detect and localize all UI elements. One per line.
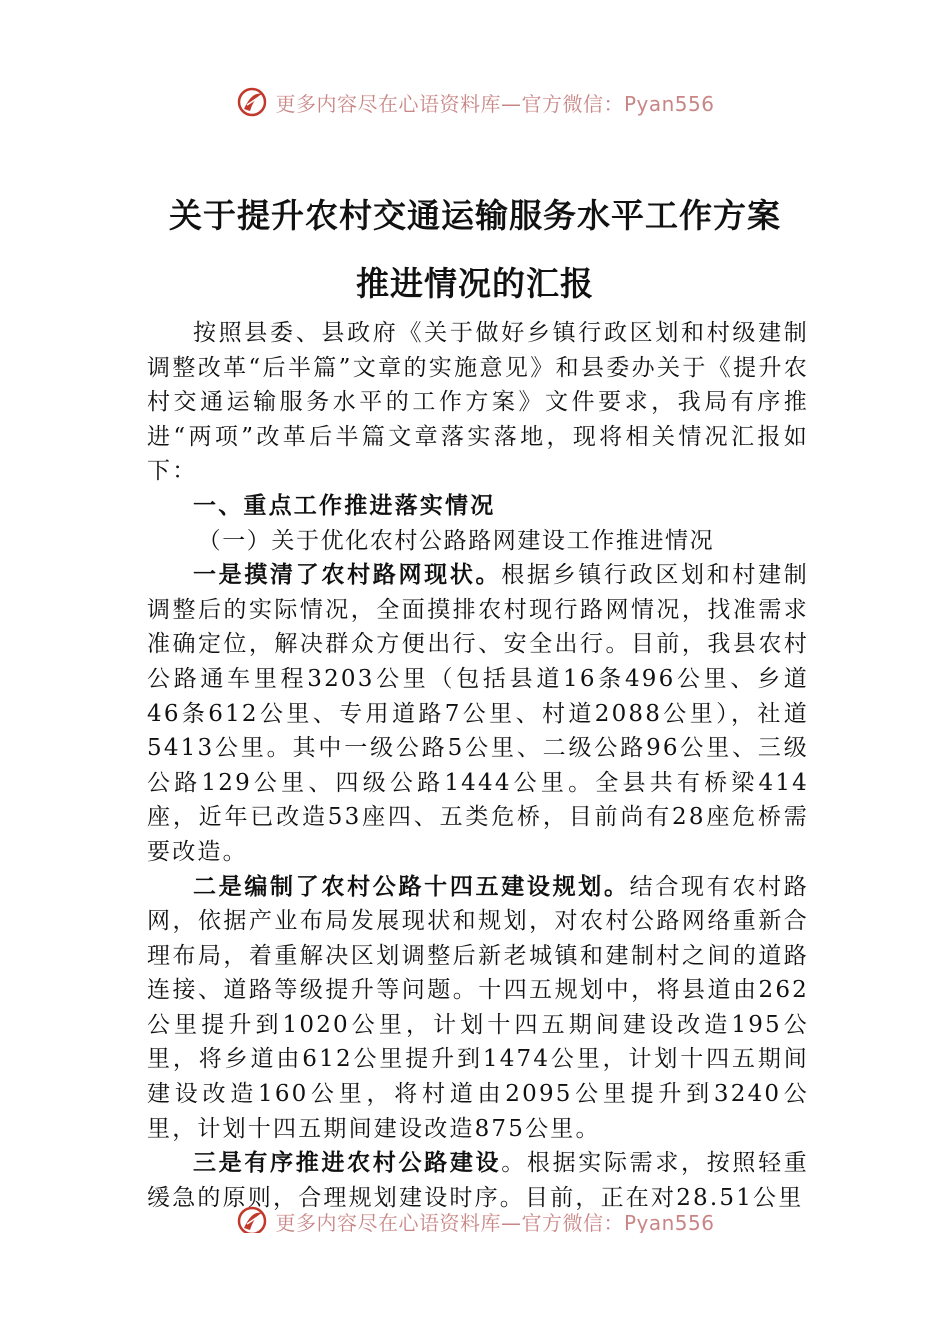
document-title-line2: 推进情况的汇报 [356,264,594,303]
brand-logo-icon [235,85,269,119]
paragraph-1-text: 根据乡镇行政区划和村建制调整后的实际情况，全面摸排农村现行路网情况，找准需求准确定位，解决群众方便出行、安全出行。目前，我县农村公路通车里程3203公里（包括县道16条496公里、乡道46条612公里、专用道路7公里、村道2088公里），社道5413公里。其中一级公路5公里、二级公路96公里、三级公路129公里、四级公路1444公里。全县共有桥梁414座，近年已改造53座四、五类危桥，目前尚有28座危桥需要改造。 [147,562,809,865]
paragraph-1-lead: 一是摸清了农村路网现状。 [193,561,502,589]
brand-logo-icon [235,1204,269,1233]
paragraph-3-text: 。根据实际需求，按照轻重缓急的原则，合理规划建设时序。目前，正在对28.51公里 [147,1150,809,1211]
section-heading: 一、重点工作推进落实情况 [193,492,496,519]
subsection-heading: （一）关于优化农村公路路网建设工作推进情况 [197,527,715,554]
watermark-banner-bottom [0,1203,950,1233]
document-title-line1: 关于提升农村交通运输服务水平工作方案 [169,196,781,235]
paragraph-2 [147,870,809,1147]
paragraph-1 [147,558,809,869]
paragraph-2-text: 结合现有农村路网，依据产业布局发展现状和规划，对农村公路网络重新合理布局，着重解决区划调整后新老城镇和建制村之间的道路连接、道路等级提升等问题。十四五规划中，将县道由262公里提升到1020公里，计划十四五期间建设改造195公里，将乡道由612公里提升到1474公里，计划十四五期间建设改造160公里，将村道由2095公里提升到3240公里，计划十四五期间建设改造875公里。 [147,873,809,1142]
intro-paragraph: 按照县委、县政府《关于做好乡镇行政区划和村级建制调整改革“后半篇”文章的实施意见》和县委办关于《提升农村交通运输服务水平的工作方案》文件要求，我局有序推进“两项”改革后半篇文章落实落地，现将相关情况汇报如下： [147,320,809,485]
document-body [147,316,809,1214]
paragraph-2-lead: 二是编制了农村公路十四五建设规划。 [193,872,630,900]
paragraph-3-lead: 三是有序推进农村公路建设 [193,1149,502,1177]
watermark-text: 更多内容尽在心语资料库—官方微信：Pyan556 [275,1210,715,1233]
watermark-text: 更多内容尽在心语资料库—官方微信：Pyan556 [275,91,715,116]
watermark-banner-top [0,82,950,122]
